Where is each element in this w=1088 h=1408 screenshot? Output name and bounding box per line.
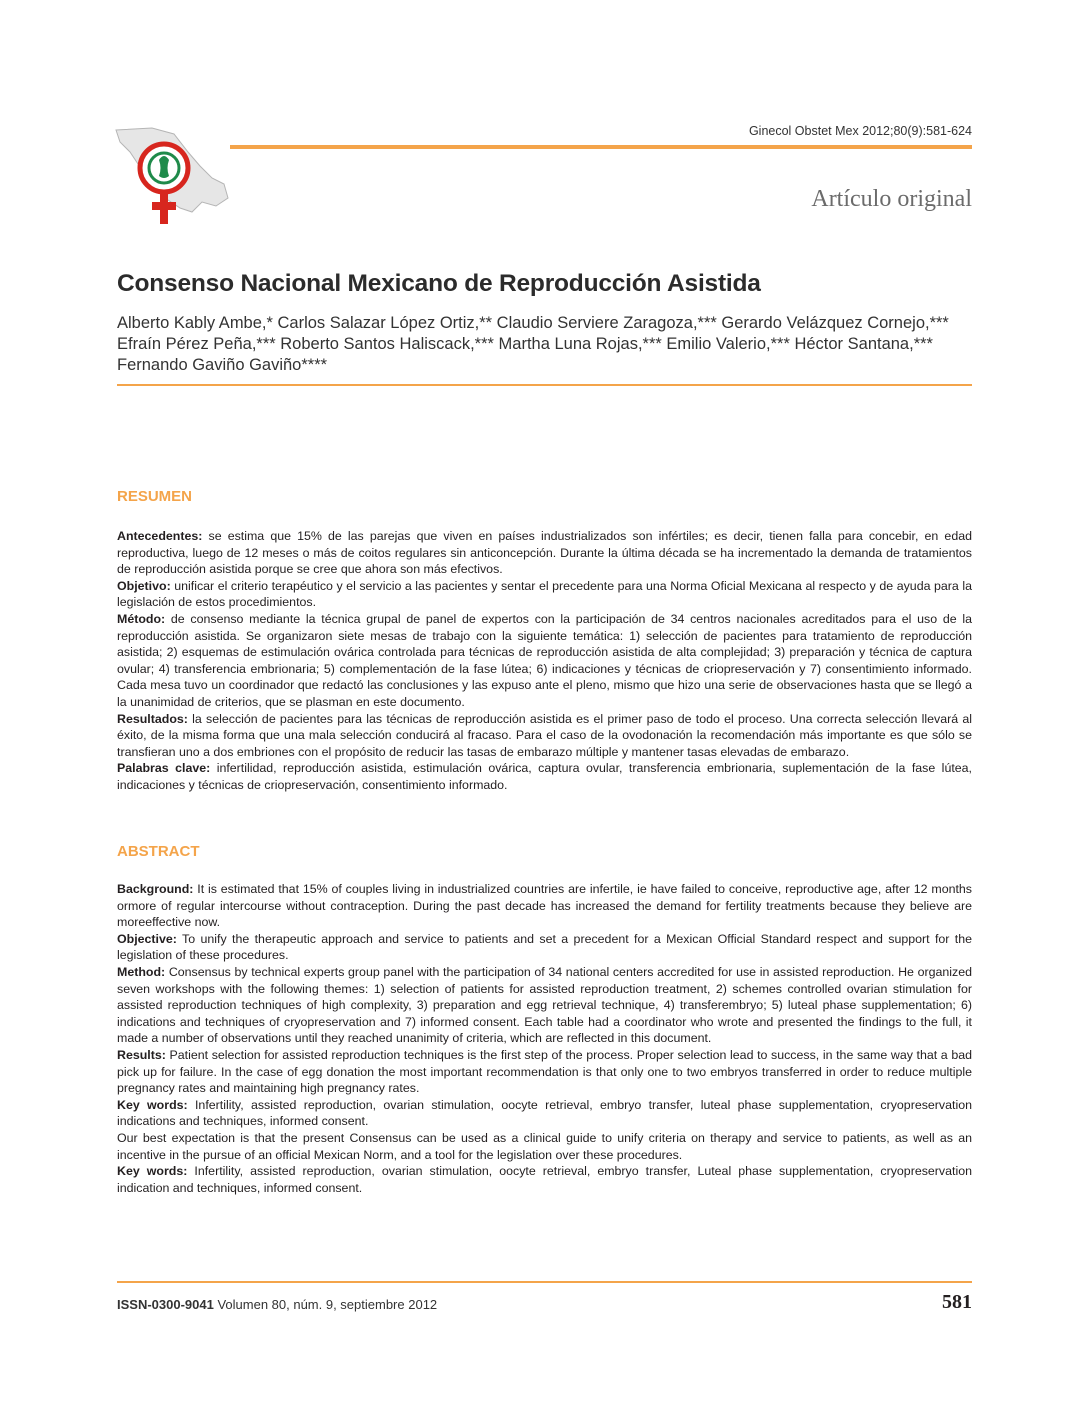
paragraph-text: Infertility, assisted reproduction, ovarian stimulation, oocyte retrieval, embryo transfer, Luteal phase supplementation, cryopreservation indication and techniques, informed consent. bbox=[117, 1164, 972, 1195]
paragraph-text: Infertility, assisted reproduction, ovarian stimulation, oocyte retrieval, embryo transfer, luteal phase supplementation, cryopreservation indications and techniques, informed consent. bbox=[117, 1097, 972, 1129]
resumen-paragraph bbox=[117, 528, 972, 578]
abstract-body bbox=[117, 881, 972, 1196]
abstract-paragraph bbox=[117, 1163, 972, 1196]
resumen-paragraph bbox=[117, 711, 972, 761]
resumen-heading: RESUMEN bbox=[117, 488, 193, 505]
paragraph-label: Objetivo: bbox=[117, 578, 171, 593]
paragraph-label: Method: bbox=[117, 964, 166, 979]
paragraph-label: Antecedentes: bbox=[117, 529, 203, 543]
paragraph-text: unificar el criterio terapéutico y el servicio a las pacientes y sentar el precedente para una Norma Oficial Mexicana al respecto y de ayuda para la legislación de estos procedimientos. bbox=[117, 578, 972, 610]
authors-rule bbox=[117, 384, 972, 386]
header-rule bbox=[230, 145, 972, 149]
resumen-paragraph bbox=[117, 578, 972, 611]
logo-center-mark bbox=[159, 156, 169, 178]
paragraph-label: Results: bbox=[117, 1047, 166, 1062]
resumen-paragraph bbox=[117, 760, 972, 793]
article-type: Artículo original bbox=[811, 186, 972, 212]
paragraph-text: se estima que 15% de las parejas que viven en países industrializados son infértiles; es decir, tienen falla para concebir, en edad reproductiva, luego de 12 meses o más de coitos regulares sin anticoncepción. Durante la última década se ha incrementado la demanda de tratamientos de reproducción asistida porque se cree que ahora son más efectivos. bbox=[117, 529, 972, 577]
paragraph-text: To unify the therapeutic approach and service to patients and set a precedent for a Mexican Official Standard respect and support for the legislation of these procedures. bbox=[117, 931, 972, 963]
resumen-body bbox=[117, 528, 972, 794]
paragraph-label: Método: bbox=[117, 611, 166, 626]
paragraph-text: Patient selection for assisted reproduction techniques is the first step of the process. Proper selection lead to success, in the same way that a bad pick up for failure. In the case of egg donation the most important recommendation is that only one to two embryos transferred in order to reduce multiple pregnancy rates and maintaining high pregnancy rates. bbox=[117, 1047, 972, 1096]
abstract-paragraph bbox=[117, 1097, 972, 1130]
abstract-paragraph bbox=[117, 1047, 972, 1097]
paragraph-text: Consensus by technical experts group panel with the participation of 34 national centers accredited for use in assisted reproduction. He organized seven workshops with the following themes: 1) selection of patients for assisted reproduction treatment, 2) schemes controlled ovarian stimulation for assisted reproduction techniques of high complexity, 3) preparation and egg retrieval technique, 4) transferembryo; 5) luteal phase supplementation; 6) indications and techniques of cryopreservation and 7) informed consent. Each table had a coordinator who wrote and presented the findings to the full, it made a number of observations until they reached unanimity of criteria, which are reflected in this document. bbox=[117, 964, 972, 1046]
abstract-paragraph bbox=[117, 931, 972, 964]
article-title: Consenso Nacional Mexicano de Reproducción Asistida bbox=[117, 270, 761, 297]
volume-info: Volumen 80, núm. 9, septiembre 2012 bbox=[213, 1297, 438, 1312]
paragraph-text: la selección de pacientes para las técnicas de reproducción asistida es el primer paso de todo el proceso. Una correcta selección llevará al éxito, de la misma forma que una mala selección conducirá al fracaso. Para el caso de la ovodonación la recomendación más importante es que sólo se transfieran uno a dos embriones con el propósito de reducir las tasas de embarazo múltiple y mantener tasas elevadas de embarazo. bbox=[117, 711, 972, 759]
abstract-heading: ABSTRACT bbox=[117, 843, 200, 860]
footer-issue-info bbox=[117, 1297, 437, 1312]
journal-reference: Ginecol Obstet Mex 2012;80(9):581-624 bbox=[748, 124, 972, 138]
resumen-paragraph bbox=[117, 611, 972, 711]
paragraph-text: infertilidad, reproducción asistida, estimulación ovárica, captura ovular, transferencia embrionaria, suplementación de la fase lútea, indicaciones y técnicas de criopreservación, consentimiento informado. bbox=[117, 761, 972, 792]
logo-cross-horizontal bbox=[152, 202, 176, 210]
abstract-paragraph bbox=[117, 964, 972, 1047]
paragraph-label: Objective: bbox=[117, 931, 177, 946]
paragraph-label: Resultados: bbox=[117, 711, 188, 726]
paragraph-text: It is estimated that 15% of couples living in industrialized countries are infertile, ie have failed to conceive, reproductive age, after 12 months ormore of regular intercourse without contraception. During the past decade has increased the demand for fertility treatments because they believe are moreeffective now. bbox=[117, 882, 972, 930]
abstract-paragraph bbox=[117, 881, 972, 931]
paragraph-label: Palabras clave: bbox=[117, 761, 211, 776]
paragraph-label: Key words: bbox=[117, 1164, 188, 1179]
paragraph-text: Our best expectation is that the present Consensus can be used as a clinical guide to unify criteria on therapy and service to patients, as well as an incentive in the pursue of an official Mexican Norm, and a tool for the legislation over these procedures. bbox=[117, 1130, 972, 1162]
paragraph-text: de consenso mediante la técnica grupal de panel de expertos con la participación de 34 centros nacionales acreditados para el uso de la reproducción asistida. Se organizaron siete mesas de trabajo con la siguiente temática: 1) selección de pacientes para tratamiento de reproducción asistida; 2) esquemas de estimulación ovárica controlada para técnicas de reproducción asistida de alta complejidad; 3) preparación y técnica de captura ovular; 4) transferencia embrionaria; 5) complementación de la fase lútea; 6) indicaciones y técnicas de criopreservación y 7) consentimiento informado. Cada mesa tuvo un coordinador que redactó las conclusiones y las expuso ante el pleno, mismo que hizo una serie de observaciones hasta que se llegó a la unanimidad de criterios, que se plasman en este documento. bbox=[117, 611, 972, 709]
issn-number: ISSN-0300-9041 bbox=[117, 1297, 214, 1312]
paragraph-label: Background: bbox=[117, 882, 194, 896]
journal-logo bbox=[112, 122, 232, 232]
footer-rule bbox=[117, 1281, 972, 1283]
author-list: Alberto Kably Ambe,* Carlos Salazar López Ortiz,** Claudio Serviere Zaragoza,*** Gerardo Velázquez Cornejo,*** Efraín Pérez Peña,*** Roberto Santos Haliscack,*** Martha Luna Rojas,*** Emilio Valerio,*** Héctor Santana,*** Fernando Gaviño Gaviño**** bbox=[117, 314, 949, 374]
page-number: 581 bbox=[942, 1291, 972, 1313]
abstract-paragraph bbox=[117, 1130, 972, 1163]
paragraph-label: Key words: bbox=[117, 1097, 188, 1112]
